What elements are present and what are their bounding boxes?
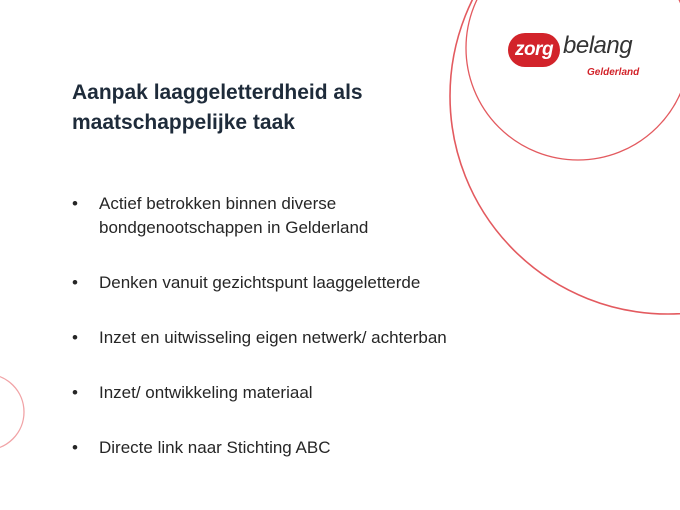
bullet-text-line: Denken vanuit gezichtspunt laaggeletterde xyxy=(99,273,421,292)
bullet-item xyxy=(72,436,572,460)
bullet-text-line: Actief betrokken binnen diverse xyxy=(99,194,337,213)
bullet-item xyxy=(72,381,572,405)
bullet-item xyxy=(72,326,572,350)
title-line-1: Aanpak laaggeletterdheid als xyxy=(72,81,363,104)
bullet-marker: • xyxy=(72,438,78,457)
slide-title xyxy=(72,78,452,138)
bullet-list xyxy=(72,192,572,460)
logo-wordmark: belang xyxy=(563,32,633,59)
bullet-text-line: bondgenootschappen in Gelderland xyxy=(99,218,369,237)
bullet-item xyxy=(72,271,572,295)
bullet-marker: • xyxy=(72,273,78,292)
logo-subtitle: Gelderland xyxy=(587,67,640,78)
title-line-2: maatschappelijke taak xyxy=(72,111,295,134)
bullet-text-line: Inzet en uitwisseling eigen netwerk/ achterban xyxy=(99,328,447,347)
bullet-text-line: Directe link naar Stichting ABC xyxy=(99,438,331,457)
zorgbelang-logo xyxy=(508,33,658,81)
bullet-text-line: Inzet/ ontwikkeling materiaal xyxy=(99,383,313,402)
bullet-item xyxy=(72,192,572,240)
logo-pill: zorg xyxy=(508,33,560,67)
bullet-marker: • xyxy=(72,194,78,213)
bullet-marker: • xyxy=(72,383,78,402)
left-circle-outline xyxy=(0,374,24,450)
bullet-marker: • xyxy=(72,328,78,347)
